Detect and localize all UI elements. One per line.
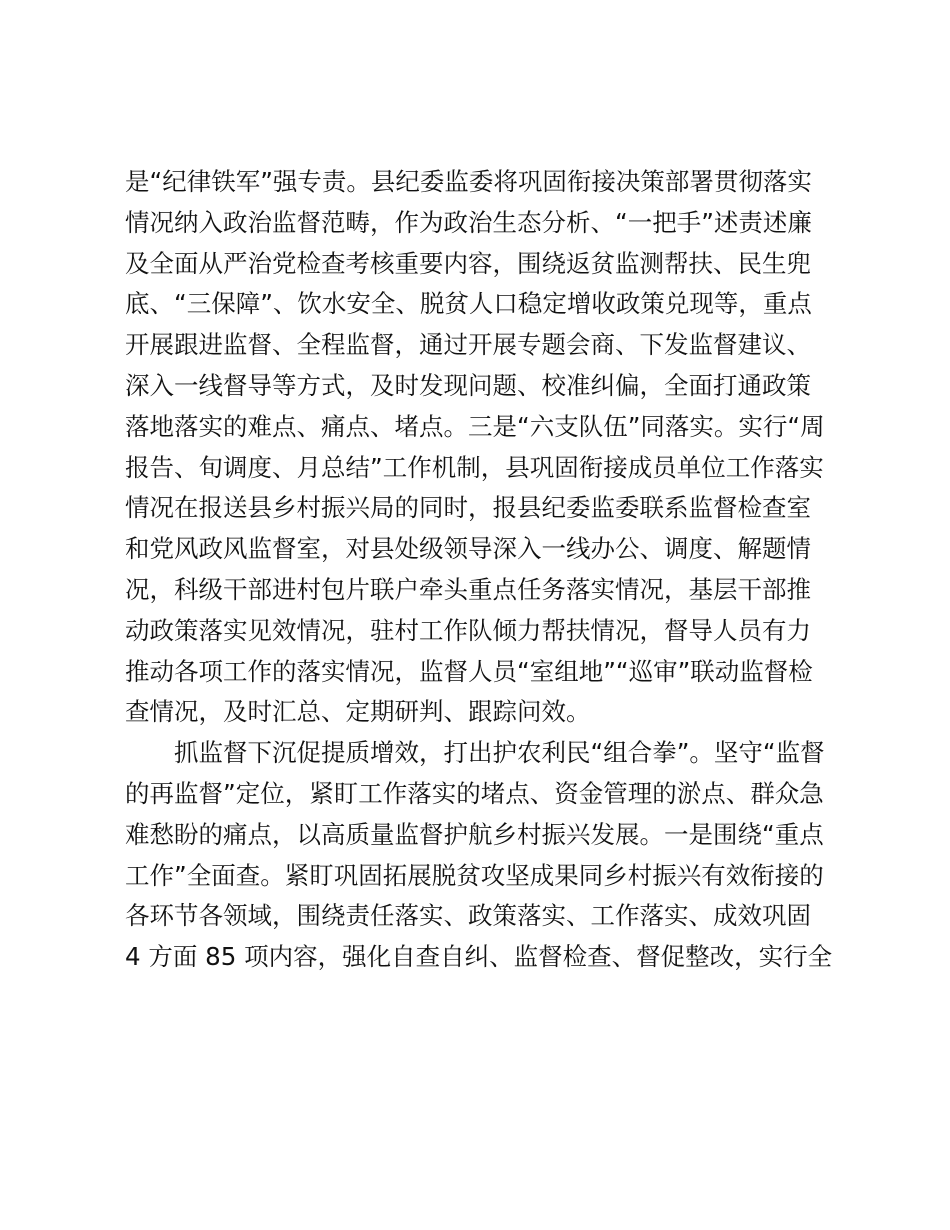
text-line: 及全面从严治党检查考核重要内容，围绕返贫监测帮扶、民生兜	[125, 248, 811, 278]
body-text	[125, 162, 835, 978]
text-line: 报告、旬调度、月总结”工作机制，县巩固衔接成员单位工作落实	[125, 452, 824, 482]
text-line: 是“纪律铁军”强专责。县纪委监委将巩固衔接决策部署贯彻落实	[125, 167, 812, 196]
paragraph-first-line: 抓监督下沉促提质增效，打出护农利民“组合拳”。坚守“监督	[174, 738, 825, 768]
text-line: 的再监督”定位，紧盯工作落实的堵点、资金管理的淤点、群众急	[125, 778, 824, 808]
text-line: 和党风政风监督室，对县处级领导深入一线办公、调度、解题情	[125, 534, 811, 564]
text-line: 况，科级干部进村包片联户牵头重点任务落实情况，基层干部推	[125, 574, 811, 604]
text-line: 工作”全面查。紧盯巩固拓展脱贫攻坚成果同乡村振兴有效衔接的	[125, 860, 824, 890]
text-line: 动政策落实见效情况，驻村工作队倾力帮扶情况，督导人员有力	[125, 615, 811, 645]
text-line: 难愁盼的痛点，以高质量监督护航乡村振兴发展。一是围绕“重点	[125, 819, 824, 849]
text-line: 情况在报送县乡村振兴局的同时，报县纪委监委联系监督检查室	[125, 493, 811, 523]
text-line: 落地落实的难点、痛点、堵点。三是“六支队伍”同落实。实行“周	[125, 411, 825, 441]
text-line: 4 方面 85 项内容，强化自查自纠、监督检查、督促整改，实行全	[125, 942, 833, 972]
text-line: 情况纳入政治监督范畴，作为政治生态分析、“一把手”述责述廉	[125, 207, 812, 237]
text-line: 各环节各领域，围绕责任落实、政策落实、工作落实、成效巩固	[125, 901, 811, 931]
text-line: 底、“三保障”、饮水安全、脱贫人口稳定增收政策兑现等，重点	[125, 289, 812, 319]
text-line: 开展跟进监督、全程监督，通过开展专题会商、下发监督建议、	[125, 330, 811, 360]
text-line: 查情况，及时汇总、定期研判、跟踪问效。	[125, 697, 591, 727]
text-line: 深入一线督导等方式，及时发现问题、校准纠偏，全面打通政策	[125, 370, 811, 400]
text-line: 推动各项工作的落实情况，监督人员“室组地”“巡审”联动监督检	[125, 656, 813, 686]
